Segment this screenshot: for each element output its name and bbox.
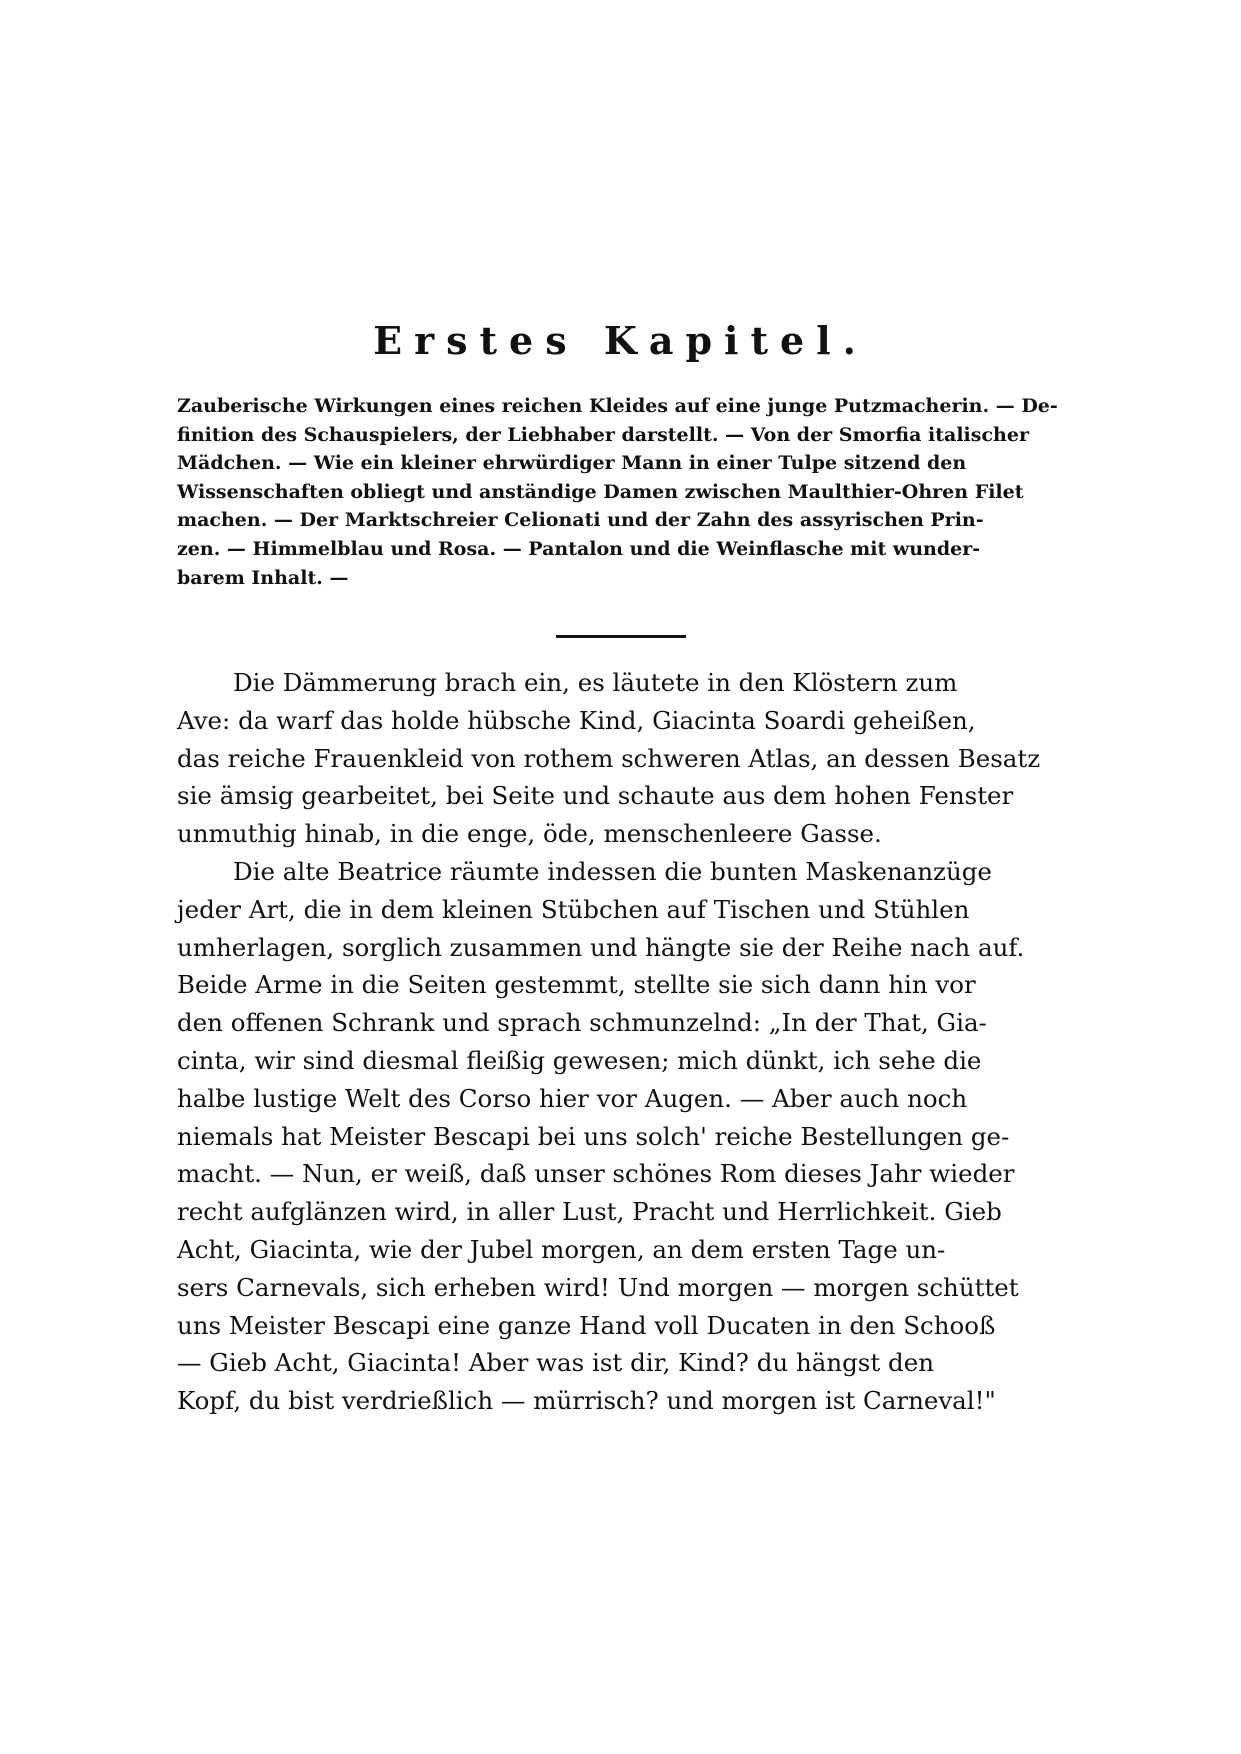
text-line: cinta, wir sind diesmal fleißig gewesen; mich dünkt, ich sehe die	[177, 1045, 982, 1075]
summary-line: zen. — Himmelblau und Rosa. — Pantalon und die Weinflasche mit wunder-	[177, 537, 981, 560]
text-line: Kopf, du bist verdrießlich — mürrisch? und morgen ist Carneval!"	[177, 1386, 996, 1416]
summary-line: Zauberische Wirkungen eines reichen Kleides auf eine junge Putzmacherin. — De-	[177, 395, 1058, 417]
text-line: halbe lustige Welt des Corso hier vor Augen. — Aber auch noch	[177, 1083, 968, 1113]
text-line: macht. — Nun, er weiß, daß unser schönes Rom dieses Jahr wieder	[177, 1159, 1015, 1189]
summary-line: finition des Schauspielers, der Liebhaber darstellt. — Von der Smorfia italischer	[177, 423, 1029, 446]
text-line: Die Dämmerung brach ein, es läutete in den Klöstern zum	[233, 668, 958, 697]
text-line: — Gieb Acht, Giacinta! Aber was ist dir, Kind? du hängst den	[177, 1348, 934, 1378]
section-divider	[556, 635, 686, 638]
summary-line: Wissenschaften obliegt und anständige Damen zwischen Maulthier-Ohren Filet	[177, 480, 1024, 503]
summary-line: Mädchen. — Wie ein kleiner ehrwürdiger Mann in einer Tulpe sitzend den	[177, 452, 967, 475]
text-line: Die alte Beatrice räumte indessen die bunten Maskenanzüge	[233, 856, 992, 886]
text-line: uns Meister Bescapi eine ganze Hand voll Ducaten in den Schooß	[177, 1310, 996, 1340]
body-text	[177, 664, 1067, 1420]
text-line: umherlagen, sorglich zusammen und hängte sie der Reihe nach auf.	[177, 932, 1025, 962]
text-line: sie ämsig gearbeitet, bei Seite und schaute aus dem hohen Fenster	[177, 781, 1014, 811]
text-line: Acht, Giacinta, wie der Jubel morgen, an dem ersten Tage un-	[177, 1234, 946, 1264]
paragraph-2	[177, 853, 1067, 1420]
summary-line: barem Inhalt. —	[177, 566, 349, 589]
text-line: unmuthig hinab, in die enge, öde, menschenleere Gasse.	[177, 819, 882, 849]
paragraph-1	[177, 664, 1067, 853]
text-line: jeder Art, die in dem kleinen Stübchen auf Tischen und Stühlen	[177, 894, 970, 924]
chapter-summary	[177, 392, 1067, 592]
text-line: das reiche Frauenkleid von rothem schweren Atlas, an dessen Besatz	[177, 743, 1041, 773]
text-line: recht aufglänzen wird, in aller Lust, Pracht und Herrlichkeit. Gieb	[177, 1197, 1002, 1227]
text-line: Beide Arme in die Seiten gestemmt, stellte sie sich dann hin vor	[177, 970, 976, 1000]
chapter-title: Erstes Kapitel.	[373, 318, 868, 363]
text-line: sers Carnevals, sich erheben wird! Und morgen — morgen schüttet	[177, 1272, 1019, 1302]
text-line: niemals hat Meister Bescapi bei uns solch' reiche Bestellungen ge-	[177, 1121, 1010, 1151]
text-line: den offenen Schrank und sprach schmunzelnd: „In der That, Gia-	[177, 1008, 987, 1038]
summary-line: machen. — Der Marktschreier Celionati und der Zahn des assyrischen Prin-	[177, 509, 984, 532]
text-line: Ave: da warf das holde hübsche Kind, Giacinta Soardi geheißen,	[177, 705, 976, 735]
